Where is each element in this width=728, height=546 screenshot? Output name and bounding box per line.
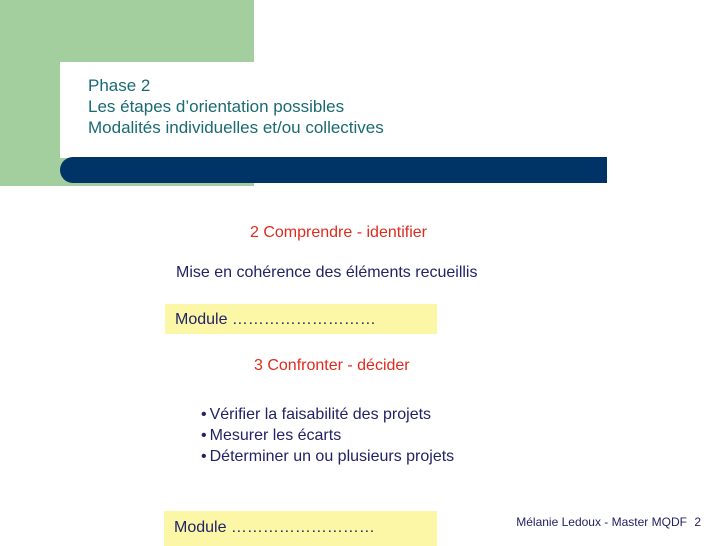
bullet-text: Déterminer un ou plusieurs projets: [209, 448, 455, 465]
bullet-text: Mesurer les écarts: [209, 427, 342, 444]
section-2-description: Mise en cohérence des éléments recueillis: [176, 264, 478, 281]
section-3-bullet-list: [201, 404, 501, 467]
bullet-item: [201, 446, 501, 467]
title-panel: [60, 62, 607, 158]
section-3-heading: 3 Confronter - décider: [254, 357, 410, 374]
bullet-dot-icon: •: [201, 427, 207, 444]
slide-number: 2: [694, 515, 701, 529]
bullet-item: [201, 425, 501, 446]
bullet-text: Vérifier la faisabilité des projets: [209, 406, 432, 423]
footer-author: Mélanie Ledoux - Master MQDF: [516, 515, 687, 529]
bullet-dot-icon: •: [201, 406, 207, 423]
title-steps: Les étapes d’orientation possibles: [88, 97, 345, 116]
module-box-section-3: Module ………………………: [164, 511, 437, 546]
title-modalities: Modalités individuelles et/ou collectives: [88, 118, 384, 137]
title-phase: Phase 2: [88, 76, 151, 95]
title-divider-bar: [60, 157, 607, 183]
slide-footer: [516, 515, 701, 529]
bullet-item: [201, 404, 501, 425]
section-2-heading: 2 Comprendre - identifier: [250, 224, 427, 241]
bullet-dot-icon: •: [201, 448, 207, 465]
module-box-section-2: Module ………………………: [165, 304, 437, 334]
